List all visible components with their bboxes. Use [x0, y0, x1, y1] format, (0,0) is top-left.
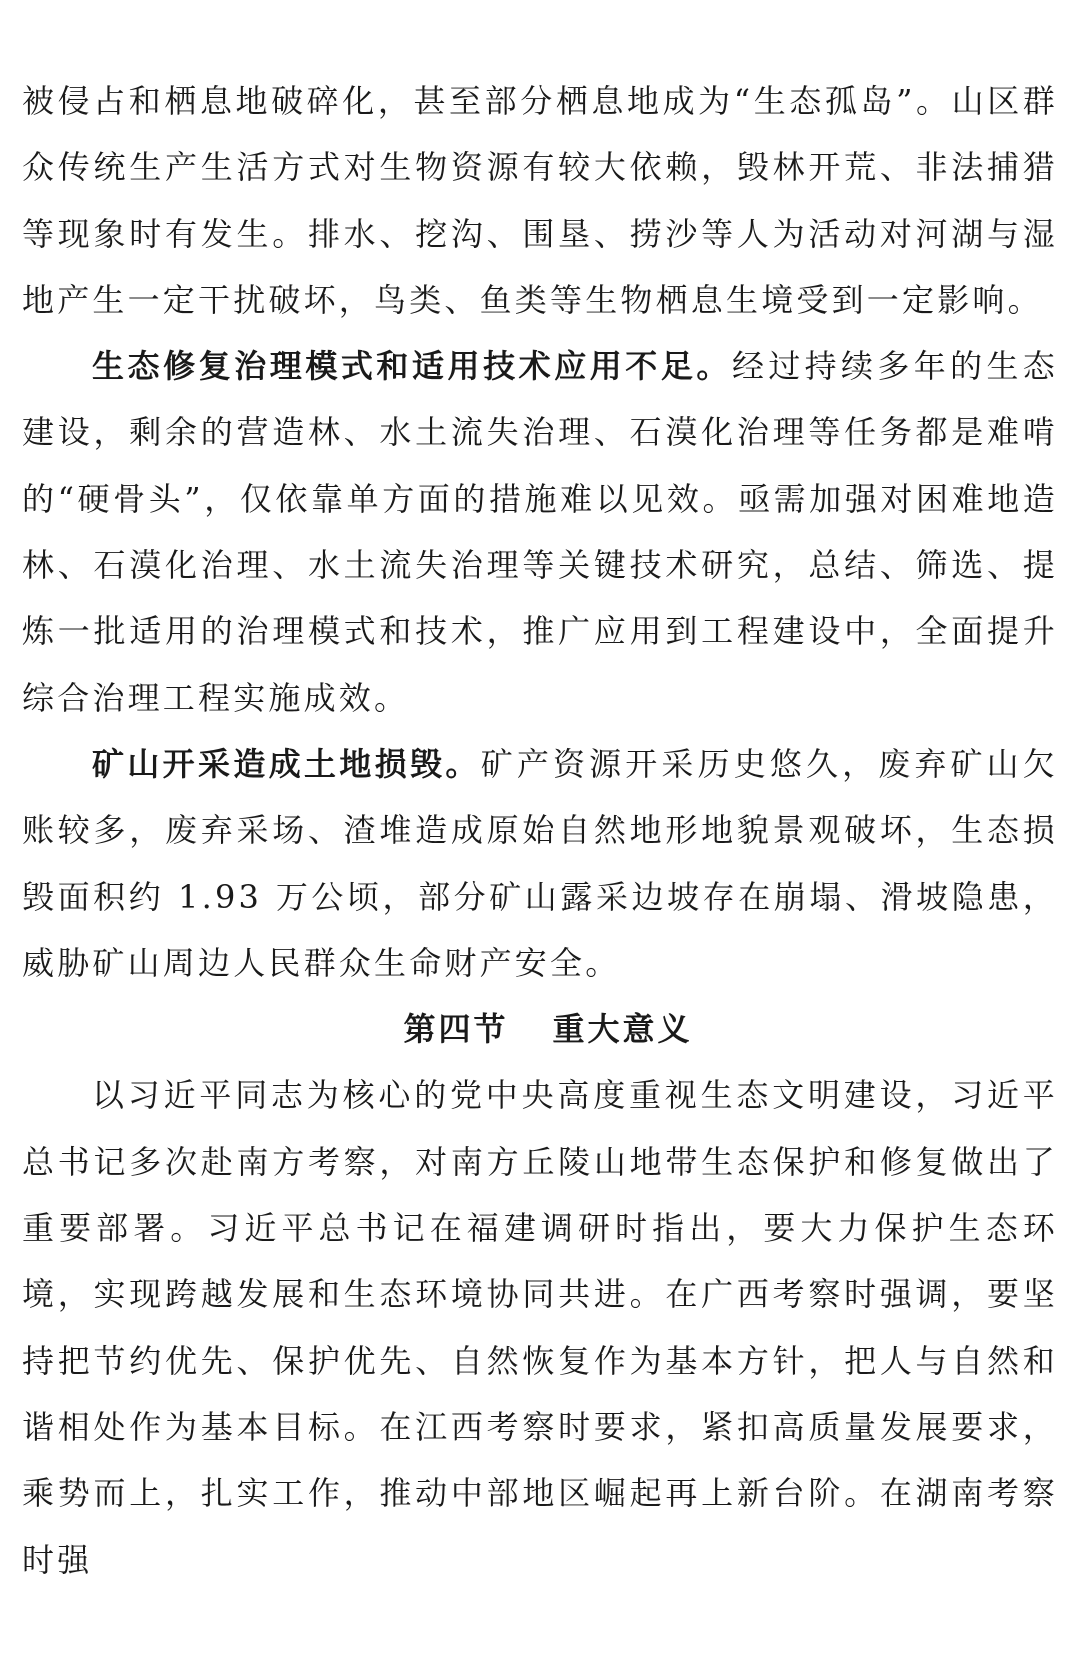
- paragraph-restoration-techniques: [22, 333, 1058, 731]
- paragraph-mining-text: 矿产资源开采历史悠久，废弃矿山欠账较多，废弃采场、渣堆造成原始自然地形地貌景观破坏，生态损毁面积约 1.93 万公顷，部分矿山露采边坡存在崩塌、滑坡隐患，威胁矿山周边人民群众生命财产安全。: [22, 744, 1059, 982]
- paragraph-habitat: [22, 68, 1058, 333]
- paragraph-significance-text: 以习近平同志为核心的党中央高度重视生态文明建设，习近平总书记多次赴南方考察，对南方丘陵山地带生态保护和修复做出了重要部署。习近平总书记在福建调研时指出，要大力保护生态环境，实现跨越发展和生态环境协同共进。在广西考察时强调，要坚持把节约优先、保护优先、自然恢复作为基本方针，把人与自然和谐相处作为基本目标。在江西考察时要求，紧扣高质量发展要求，乘势而上，扎实工作，推动中部地区崛起再上新台阶。在湖南考察时强: [22, 1076, 1058, 1579]
- section-title: 重大意义: [552, 1010, 693, 1049]
- section-number: 第四节: [403, 1010, 509, 1049]
- section-heading: [22, 996, 1058, 1062]
- paragraph-significance: [22, 1062, 1058, 1592]
- paragraph-lead-heading: 矿山开采造成土地损毁。: [92, 744, 481, 783]
- paragraph-lead-heading: 生态修复治理模式和适用技术应用不足。: [92, 347, 732, 386]
- paragraph-habitat-text: 被侵占和栖息地破碎化，甚至部分栖息地成为“生态孤岛”。山区群众传统生产生活方式对生物资源有较大依赖，毁林开荒、非法捕猎等现象时有发生。排水、挖沟、围垦、捞沙等人为活动对河湖与湿地产生一定干扰破坏，鸟类、鱼类等生物栖息生境受到一定影响。: [22, 82, 1058, 319]
- paragraph-mining-damage: [22, 731, 1058, 996]
- document-page: [22, 68, 1058, 1593]
- paragraph-restoration-text: 经过持续多年的生态建设，剩余的营造林、水土流失治理、石漠化治理等任务都是难啃的“硬骨头”，仅依靠单方面的措施难以见效。亟需加强对困难地造林、石漠化治理、水土流失治理等关键技术研究，总结、筛选、提炼一批适用的治理模式和技术，推广应用到工程建设中，全面提升综合治理工程实施成效。: [22, 347, 1058, 717]
